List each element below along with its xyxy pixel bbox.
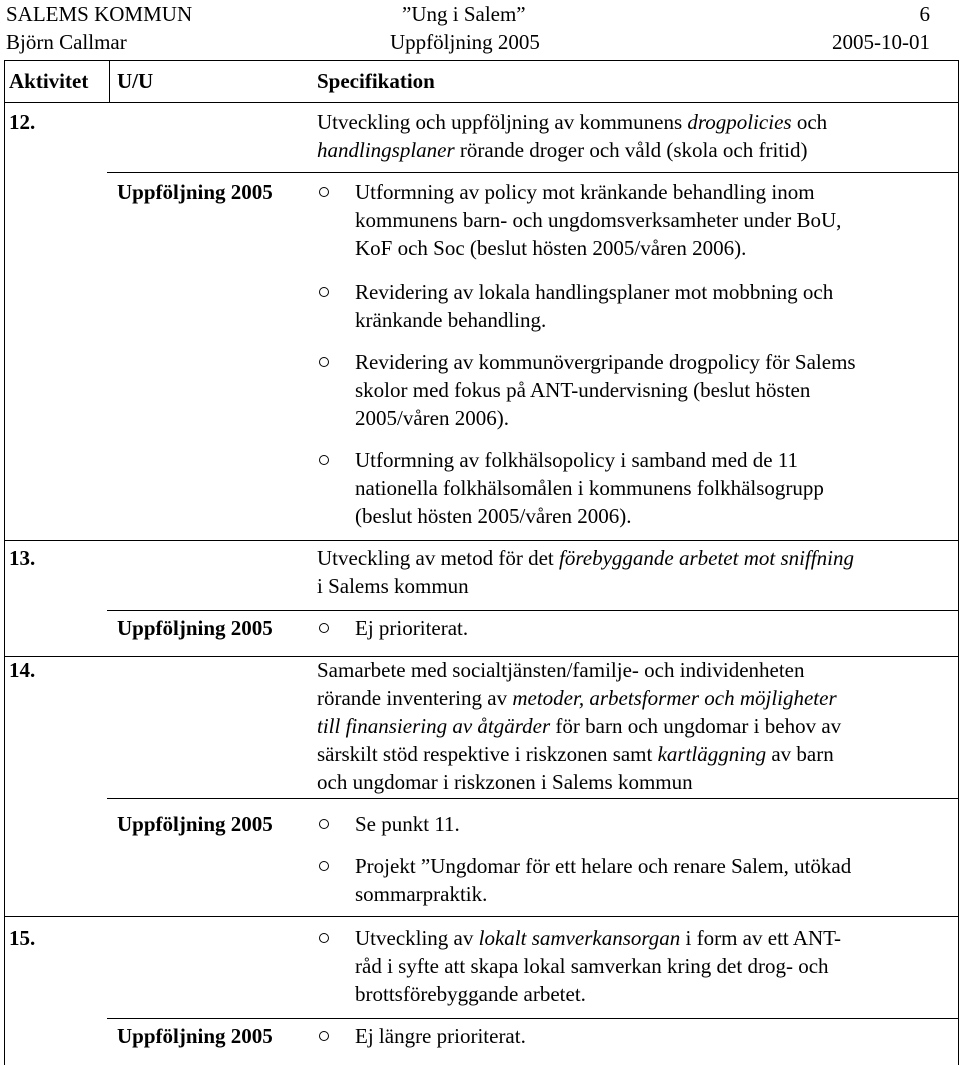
bullet-line: kränkande behandling. [355, 308, 547, 332]
bullet-line: Se punkt 11. [355, 812, 460, 836]
text-segment: Utveckling och uppföljning av kommunens [317, 110, 688, 134]
activity-table [4, 60, 959, 1065]
bullet-line: Ej prioriterat. [355, 616, 469, 640]
bullet-icon [319, 455, 329, 465]
text-line [317, 544, 854, 572]
followup-label: Uppföljning 2005 [117, 1024, 273, 1048]
bullet-icon [319, 861, 329, 871]
bullet-icon [319, 819, 329, 829]
bullet-line: kommunens barn- och ungdomsverksamheter under BoU, [355, 208, 842, 232]
bullet-line: Revidering av kommunövergripande drogpolicy för Salems [355, 350, 856, 374]
author-name: Björn Callmar [6, 30, 127, 54]
bullet-line: skolor med fokus på ANT-undervisning (beslut hösten [355, 378, 811, 402]
text-segment: särskilt stöd respektive i riskzonen samt [317, 742, 658, 766]
italic-text: handlingsplaner [317, 138, 455, 162]
text-line [317, 684, 841, 712]
italic-text: drogpolicies [687, 110, 792, 134]
document-date: 2005-10-01 [832, 30, 930, 54]
bullet-item [355, 852, 851, 908]
text-line [355, 980, 841, 1008]
activity-number: 13. [9, 546, 36, 570]
text-segment: Utveckling av [355, 926, 479, 950]
text-line [355, 952, 841, 980]
column-header-aktivitet: Aktivitet [9, 69, 89, 93]
table-header-border [5, 102, 958, 103]
bullet-icon [319, 287, 329, 297]
row-divider [5, 540, 958, 541]
bullet-item [355, 278, 833, 334]
bullet-item [355, 614, 468, 642]
bullet-icon [319, 357, 329, 367]
activity-specification [317, 544, 854, 600]
document-title: ”Ung i Salem” [402, 2, 526, 26]
bullet-line: KoF och Soc (beslut hösten 2005/våren 2006). [355, 236, 747, 260]
document-subtitle: Uppföljning 2005 [390, 30, 540, 54]
text-segment: och [791, 110, 828, 134]
followup-label: Uppföljning 2005 [117, 812, 273, 836]
org-name: SALEMS KOMMUN [6, 2, 193, 26]
row-divider [107, 1018, 958, 1019]
bullet-line: Utformning av policy mot kränkande behandling inom [355, 180, 815, 204]
column-divider [109, 60, 110, 102]
bullet-item [355, 178, 841, 262]
followup-label: Uppföljning 2005 [117, 616, 273, 640]
bullet-icon [319, 933, 329, 943]
activity-number: 12. [9, 110, 36, 134]
bullet-item [355, 446, 824, 530]
row-divider [5, 916, 958, 917]
page-header-row-2 [6, 28, 930, 56]
italic-text: kartläggning [657, 742, 767, 766]
text-line [317, 656, 841, 684]
text-line [317, 712, 841, 740]
text-segment: råd i syfte att skapa lokal samverkan kring det drog- och [355, 954, 829, 978]
bullet-line: (beslut hösten 2005/våren 2006). [355, 504, 632, 528]
italic-text: till finansiering av åtgärder [317, 714, 551, 738]
text-segment: i form av ett ANT- [680, 926, 842, 950]
text-segment: Samarbete med socialtjänsten/familje- och individenheten [317, 658, 805, 682]
column-header-uu: U/U [117, 69, 154, 93]
bullet-line: Projekt ”Ungdomar för ett helare och renare Salem, utökad [355, 854, 852, 878]
text-segment: av barn [766, 742, 834, 766]
bullet-line: Utformning av folkhälsopolicy i samband med de 11 [355, 448, 799, 472]
bullet-icon [319, 623, 329, 633]
bullet-line: Ej längre prioriterat. [355, 1024, 526, 1048]
row-divider [107, 798, 958, 799]
followup-label: Uppföljning 2005 [117, 180, 273, 204]
text-line [317, 136, 827, 164]
text-line [317, 572, 854, 600]
text-line [317, 768, 841, 796]
italic-text: förebyggande arbetet mot sniffning [559, 546, 854, 570]
activity-specification [317, 108, 827, 164]
row-divider [107, 172, 958, 173]
bullet-line: sommarpraktik. [355, 882, 488, 906]
bullet-icon [319, 187, 329, 197]
activity-number: 14. [9, 658, 36, 682]
activity-number: 15. [9, 926, 36, 950]
text-line [355, 924, 841, 952]
page-number: 6 [919, 2, 930, 26]
row-divider [107, 610, 958, 611]
activity-specification [317, 656, 841, 796]
italic-text: lokalt samverkansorgan [478, 926, 681, 950]
bullet-line: nationella folkhälsomålen i kommunens folkhälsogrupp [355, 476, 824, 500]
bullet-item [355, 348, 856, 432]
italic-text: metoder, arbetsformer och möjligheter [512, 686, 837, 710]
text-line [317, 740, 841, 768]
page-header-row-1 [6, 0, 930, 28]
bullet-icon [319, 1031, 329, 1041]
table-top-border [5, 60, 958, 61]
text-segment: rörande droger och våld (skola och fritid) [454, 138, 808, 162]
text-segment: rörande inventering av [317, 686, 513, 710]
bullet-line: Revidering av lokala handlingsplaner mot mobbning och [355, 280, 834, 304]
column-header-specifikation: Specifikation [317, 69, 435, 93]
text-segment: i Salems kommun [317, 574, 469, 598]
text-segment: och ungdomar i riskzonen i Salems kommun [317, 770, 693, 794]
bullet-item [355, 924, 841, 1008]
text-line [317, 108, 827, 136]
text-segment: brottsförebyggande arbetet. [355, 982, 586, 1006]
text-segment: Utveckling av metod för det [317, 546, 560, 570]
bullet-line: 2005/våren 2006). [355, 406, 509, 430]
bullet-item [355, 810, 460, 838]
text-segment: för barn och ungdomar i behov av [550, 714, 842, 738]
bullet-item [355, 1022, 526, 1050]
